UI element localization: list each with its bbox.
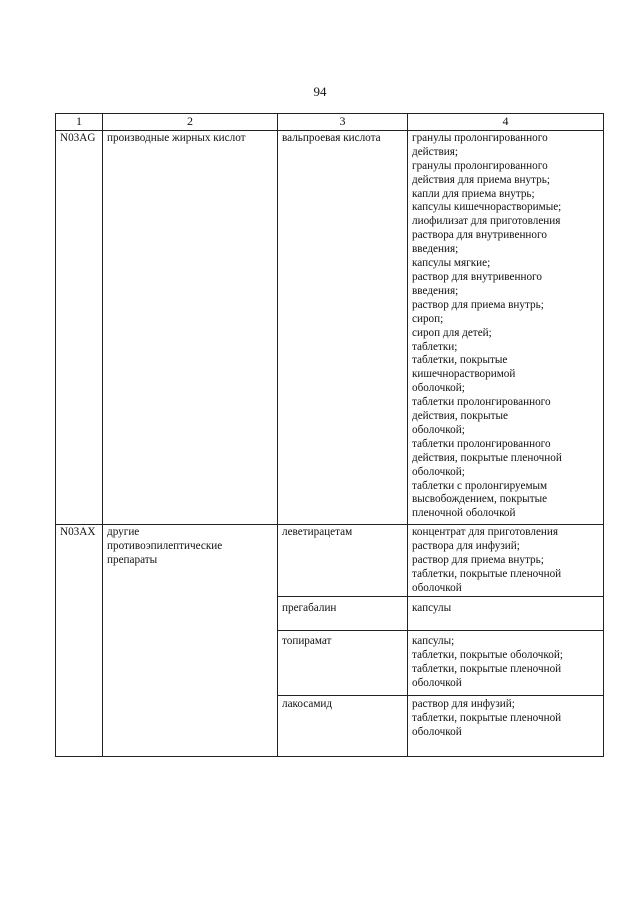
form-line: введения; bbox=[412, 243, 459, 256]
form-line: таблетки пролонгированного bbox=[412, 396, 551, 409]
form-line: действия для приема внутрь; bbox=[412, 173, 550, 186]
form-line: раствор для инфузий; bbox=[412, 698, 515, 711]
form-line: действия, покрытые пленочной bbox=[412, 451, 562, 464]
form-line: таблетки; bbox=[412, 340, 458, 353]
form-line: оболочкой; bbox=[412, 423, 465, 436]
form-line: оболочкой; bbox=[412, 382, 465, 395]
form-line: капсулы bbox=[412, 602, 452, 615]
form-line: кишечнорастворимой bbox=[412, 368, 516, 381]
header-col-4: 4 bbox=[408, 114, 604, 131]
drug-name: топирамат bbox=[278, 631, 408, 696]
drug-name: вальпроевая кислота bbox=[278, 130, 408, 524]
form-line: оболочкой bbox=[412, 581, 462, 594]
form-line: введения; bbox=[412, 284, 459, 297]
table-row bbox=[56, 525, 604, 597]
form-line: концентрат для приготовления bbox=[412, 526, 559, 539]
form-line: действия, покрытые bbox=[412, 410, 509, 423]
form-line: таблетки, покрытые оболочкой; bbox=[412, 649, 563, 662]
group-name: производные жирных кислот bbox=[103, 130, 278, 524]
drug-table bbox=[55, 113, 604, 757]
form-line: оболочкой bbox=[412, 726, 462, 739]
group-name: другие противоэпилептические препараты bbox=[103, 525, 278, 757]
dosage-forms bbox=[408, 597, 604, 631]
form-line: лиофилизат для приготовления bbox=[412, 215, 561, 228]
header-col-1: 1 bbox=[56, 114, 103, 131]
form-line: раствор для внутривенного bbox=[412, 270, 542, 283]
form-line: гранулы пролонгированного bbox=[412, 131, 548, 144]
form-line: гранулы пролонгированного bbox=[412, 159, 548, 172]
form-line: таблетки пролонгированного bbox=[412, 437, 551, 450]
form-line: оболочкой bbox=[412, 677, 462, 689]
drug-name: лакосамид bbox=[278, 696, 408, 757]
dosage-forms bbox=[408, 525, 604, 597]
form-line: оболочкой; bbox=[412, 465, 465, 478]
dosage-forms bbox=[408, 130, 604, 524]
header-col-3: 3 bbox=[278, 114, 408, 131]
dosage-forms bbox=[408, 631, 604, 696]
form-line: действия; bbox=[412, 145, 459, 158]
drug-name: прегабалин bbox=[278, 597, 408, 631]
page-number: 94 bbox=[313, 84, 327, 99]
header-col-2: 2 bbox=[103, 114, 278, 131]
form-line: сироп для детей; bbox=[412, 326, 492, 339]
form-line: высвобождением, покрытые bbox=[412, 493, 548, 506]
form-line: капсулы кишечнорастворимые; bbox=[412, 201, 562, 214]
form-line: капли для приема внутрь; bbox=[412, 187, 535, 200]
form-line: раствора для внутривенного bbox=[412, 229, 547, 242]
atc-code: N03AX bbox=[56, 525, 103, 757]
form-line: капсулы мягкие; bbox=[412, 257, 491, 270]
form-line: раствор для приема внутрь; bbox=[412, 298, 544, 311]
form-line: таблетки, покрытые пленочной bbox=[412, 712, 562, 725]
form-line: раствор для приема внутрь; bbox=[412, 554, 544, 567]
header-row bbox=[56, 114, 604, 131]
form-line: таблетки, покрытые пленочной bbox=[412, 568, 562, 580]
form-line: таблетки с пролонгируемым bbox=[412, 479, 548, 492]
form-line: таблетки, покрытые bbox=[412, 354, 508, 367]
form-line: сироп; bbox=[412, 312, 444, 325]
table-row bbox=[56, 130, 604, 524]
form-line: пленочной оболочкой bbox=[412, 507, 516, 520]
atc-code: N03AG bbox=[56, 130, 103, 524]
form-line: раствора для инфузий; bbox=[412, 540, 520, 553]
form-line: таблетки, покрытые пленочной bbox=[412, 663, 562, 676]
drug-name: леветирацетам bbox=[278, 525, 408, 597]
dosage-forms bbox=[408, 696, 604, 757]
form-line: капсулы; bbox=[412, 635, 455, 648]
